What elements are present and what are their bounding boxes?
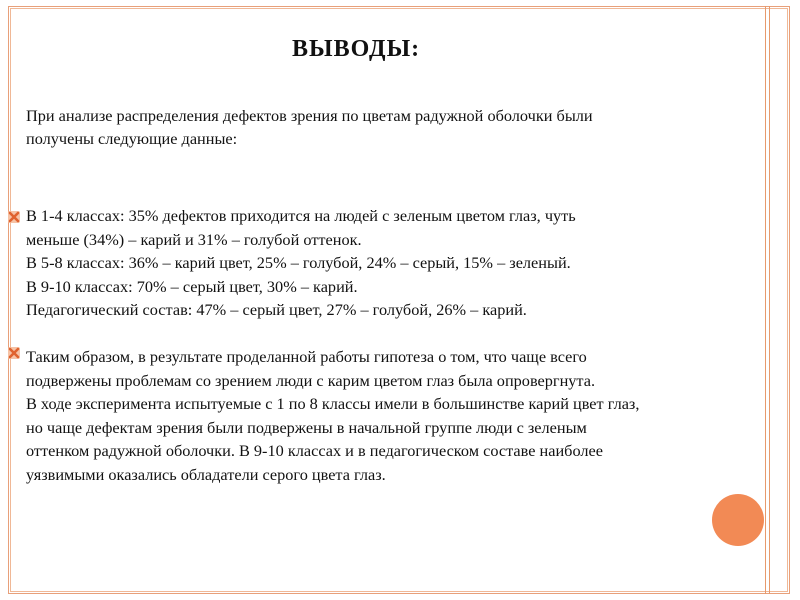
decorative-rule xyxy=(765,6,766,594)
decorative-rule xyxy=(769,6,770,594)
findings-paragraph xyxy=(26,204,746,322)
findings-line: В 9-10 классах: 70% – серый цвет, 30% – карий. xyxy=(26,276,358,296)
findings-line: меньше (34%) – карий и 31% – голубой оттенок. xyxy=(26,229,362,249)
conclusion-paragraph xyxy=(26,345,746,486)
slide-title: ВЫВОДЫ: xyxy=(292,36,421,62)
findings-line: В 1-4 классах: 35% дефектов приходится на людей с зеленым цветом глаз, чуть xyxy=(26,206,576,225)
conclusion-line: оттенком радужной оболочки. В 9-10 классах и в педагогическом составе наиболее xyxy=(26,441,603,460)
conclusion-line: подвержены проблемам со зрением люди с карим цветом глаз была опровергнута. xyxy=(26,370,596,390)
x-bullet-icon xyxy=(7,346,21,360)
conclusion-line: Таким образом, в результате проделанной работы гипотеза о том, что чаще всего xyxy=(26,347,587,366)
conclusion-line: В ходе эксперимента испытуемые с 1 по 8 классы имели в большинстве карий цвет глаз, xyxy=(26,394,640,413)
conclusion-line: уязвимыми оказались обладатели серого цвета глаз. xyxy=(26,464,386,484)
intro-line: получены следующие данные: xyxy=(26,129,238,148)
decorative-circle xyxy=(712,494,764,546)
findings-line: Педагогический состав: 47% – серый цвет, 27% – голубой, 26% – карий. xyxy=(26,300,527,319)
findings-line: В 5-8 классах: 36% – карий цвет, 25% – голубой, 24% – серый, 15% – зеленый. xyxy=(26,253,571,272)
intro-paragraph xyxy=(26,104,746,150)
intro-line: При анализе распределения дефектов зрения по цветам радужной оболочки были xyxy=(26,106,593,125)
x-bullet-icon xyxy=(7,210,21,224)
conclusion-line: но чаще дефектам зрения были подвержены в начальной группе люди с зеленым xyxy=(26,417,587,437)
